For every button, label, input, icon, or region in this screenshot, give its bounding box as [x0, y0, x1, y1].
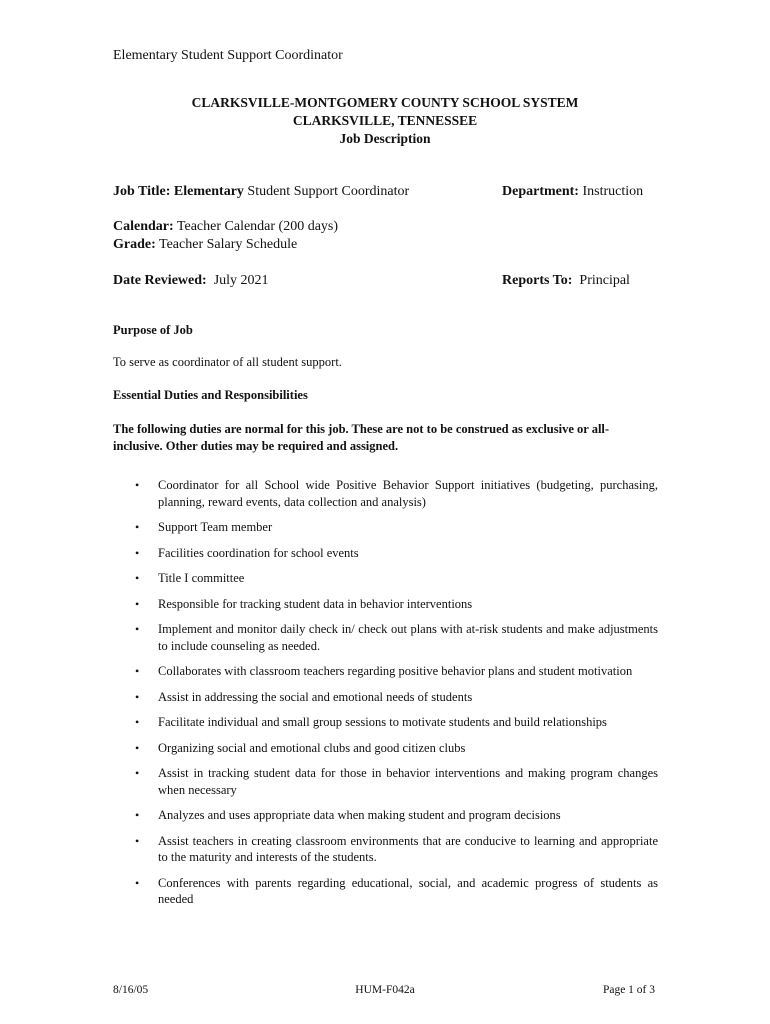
bullet-icon: •	[135, 833, 140, 848]
purpose-text: To serve as coordinator of all student support.	[113, 355, 342, 369]
duty-text: Analyzes and uses appropriate data when making student and program decisions	[158, 808, 561, 822]
running-header: Elementary Student Support Coordinator	[113, 48, 343, 63]
bullet-icon: •	[135, 740, 140, 755]
duty-item	[113, 807, 658, 824]
duty-text: Support Team member	[158, 520, 273, 534]
duty-item	[113, 740, 658, 757]
bullet-icon: •	[135, 875, 140, 890]
bullet-icon: •	[135, 715, 140, 729]
duty-item	[113, 621, 658, 654]
duty-text: Title I committee	[158, 571, 245, 585]
bullet-icon: •	[135, 478, 140, 492]
date-reviewed-label: Date Reviewed:	[113, 273, 207, 288]
department-label: Department:	[502, 184, 579, 199]
job-title-label: Job Title: Elementary	[113, 184, 244, 199]
bullet-icon: •	[135, 520, 140, 534]
duty-item	[113, 545, 658, 562]
title-line-2: CLARKSVILLE, TENNESSEE	[292, 113, 478, 128]
duty-text: Facilitate individual and small group sessions to motivate students and build relationships	[158, 715, 607, 729]
duty-text: Organizing social and emotional clubs and good citizen clubs	[158, 740, 466, 755]
calendar-value: Teacher Calendar (200 days)	[173, 219, 339, 234]
bullet-icon: •	[135, 766, 140, 780]
grade-value: Teacher Salary Schedule	[155, 237, 298, 252]
duty-item	[113, 663, 658, 680]
duties-heading: Essential Duties and Responsibilities	[113, 388, 308, 402]
title-line-1: CLARKSVILLE-MONTGOMERY COUNTY SCHOOL SYSTEM	[191, 95, 579, 110]
date-reviewed-field	[113, 273, 269, 289]
bullet-icon: •	[135, 689, 140, 704]
bullet-icon: •	[135, 596, 140, 611]
duty-item	[113, 689, 658, 706]
grade-field	[113, 237, 297, 253]
bullet-icon: •	[135, 622, 140, 636]
department-value: Instruction	[578, 184, 644, 199]
duty-item	[113, 570, 658, 587]
duty-text: Conferences with parents regarding educational, social, and academic progress of students as needed	[158, 875, 658, 906]
duty-item	[113, 833, 658, 866]
title-line-3: Job Description	[339, 131, 431, 146]
duties-notice: The following duties are normal for this job. These are not to be construed as exclusive or all-inclusive. Other duties may be required and assigned.	[113, 422, 610, 453]
duty-item	[113, 477, 658, 510]
reports-to-value: Principal	[572, 273, 630, 288]
footer-page-number: Page 1 of 3	[602, 984, 655, 996]
duty-item	[113, 765, 658, 798]
duty-text: Implement and monitor daily check in/ check out plans with at-risk students and make adjustments to include counseling as needed.	[158, 622, 658, 653]
department-field	[502, 184, 643, 200]
bullet-icon: •	[135, 571, 140, 585]
bullet-icon: •	[135, 545, 140, 560]
duty-text: Coordinator for all School wide Positive Behavior Support initiatives (budgeting, purchasing, planning, reward events, data collection and analysis)	[158, 478, 658, 509]
job-title-value: Student Support Coordinator	[243, 184, 410, 199]
purpose-heading: Purpose of Job	[113, 323, 193, 337]
duty-text: Assist teachers in creating classroom environments that are conducive to learning and appropriate to the maturity and interests of the students.	[158, 833, 658, 864]
job-title-field	[113, 184, 409, 200]
bullet-icon: •	[135, 664, 140, 678]
calendar-field	[113, 219, 338, 235]
duty-text: Assist in tracking student data for those in behavior interventions and making program changes when necessary	[158, 766, 658, 797]
duty-text: Facilities coordination for school events	[158, 545, 359, 560]
calendar-label: Calendar:	[113, 219, 174, 234]
duty-item	[113, 875, 658, 908]
duty-item	[113, 519, 658, 536]
date-reviewed-value: July 2021	[206, 273, 269, 288]
duty-text: Responsible for tracking student data in behavior interventions	[158, 596, 473, 611]
duties-list	[113, 477, 658, 908]
duty-item	[113, 596, 658, 613]
duty-text: Collaborates with classroom teachers regarding positive behavior plans and student motivation	[158, 664, 633, 678]
grade-label: Grade:	[113, 237, 156, 252]
duty-item	[113, 714, 658, 731]
footer-form-code: HUM-F042a	[355, 984, 415, 996]
reports-to-field	[502, 273, 630, 289]
footer-date: 8/16/05	[113, 984, 149, 996]
reports-to-label: Reports To:	[502, 273, 573, 288]
duty-text: Assist in addressing the social and emotional needs of students	[158, 689, 473, 704]
bullet-icon: •	[135, 808, 140, 822]
